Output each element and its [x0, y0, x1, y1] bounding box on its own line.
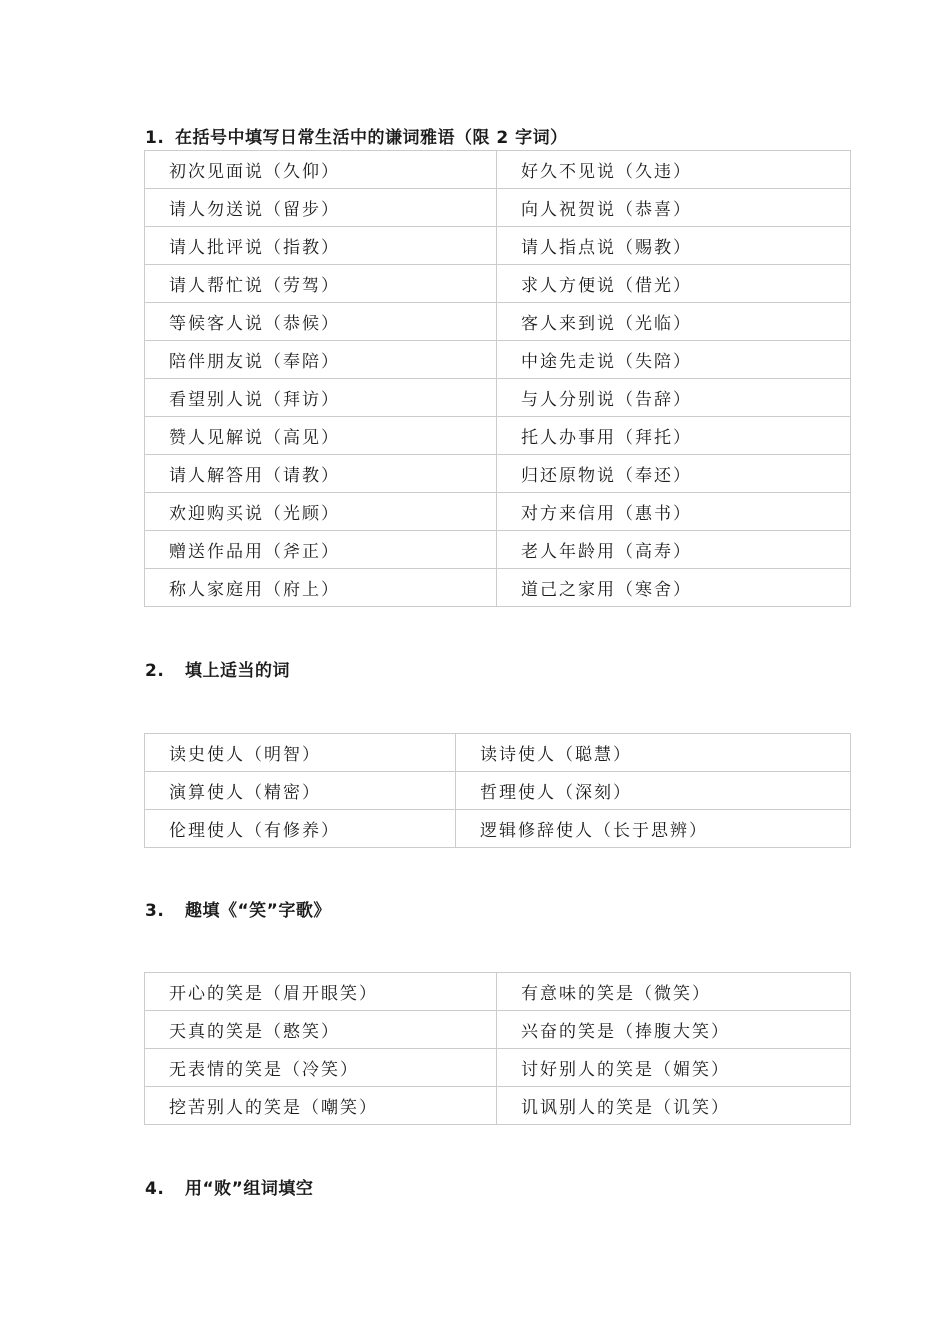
section-number: 3.	[145, 901, 165, 921]
table-row	[145, 189, 851, 227]
section-4-heading	[145, 1178, 313, 1200]
section-3-heading	[145, 900, 331, 922]
table-cell: 请人勿送说（留步）	[145, 189, 497, 227]
table-cell: 对方来信用（惠书）	[497, 493, 851, 531]
table-row	[145, 227, 851, 265]
section-title: 趣填《“笑”字歌》	[185, 901, 331, 921]
table-cell: 陪伴朋友说（奉陪）	[145, 341, 497, 379]
table-cell: 看望别人说（拜访）	[145, 379, 497, 417]
table-cell: 哲理使人（深刻）	[456, 772, 851, 810]
section-2-heading	[145, 660, 290, 682]
table-cell: 初次见面说（久仰）	[145, 151, 497, 189]
table-cell: 赞人见解说（高见）	[145, 417, 497, 455]
table-cell: 欢迎购买说（光顾）	[145, 493, 497, 531]
table-cell: 托人办事用（拜托）	[497, 417, 851, 455]
table-row	[145, 1087, 851, 1125]
section-number: 2.	[145, 661, 165, 681]
table-cell: 请人解答用（请教）	[145, 455, 497, 493]
section-title: 用“败”组词填空	[185, 1179, 314, 1199]
table-row	[145, 810, 851, 848]
table-cell: 有意味的笑是（微笑）	[497, 973, 851, 1011]
table-row	[145, 341, 851, 379]
table-cell: 讨好别人的笑是（媚笑）	[497, 1049, 851, 1087]
table-cell: 等候客人说（恭候）	[145, 303, 497, 341]
table-cell: 兴奋的笑是（捧腹大笑）	[497, 1011, 851, 1049]
table-cell: 求人方便说（借光）	[497, 265, 851, 303]
table-cell: 讥讽别人的笑是（讥笑）	[497, 1087, 851, 1125]
table-cell: 与人分别说（告辞）	[497, 379, 851, 417]
table-row	[145, 973, 851, 1011]
table-cell: 中途先走说（失陪）	[497, 341, 851, 379]
table-cell: 道己之家用（寒舍）	[497, 569, 851, 607]
table-cell: 老人年龄用（高寿）	[497, 531, 851, 569]
table-cell: 演算使人（精密）	[145, 772, 456, 810]
section-title: 在括号中填写日常生活中的谦词雅语（限 2 字词）	[175, 128, 568, 148]
table-cell: 读史使人（明智）	[145, 734, 456, 772]
table-cell: 读诗使人（聪慧）	[456, 734, 851, 772]
section-3-table	[144, 972, 851, 1125]
table-row	[145, 265, 851, 303]
section-title: 填上适当的词	[185, 661, 290, 681]
table-row	[145, 531, 851, 569]
table-cell: 赠送作品用（斧正）	[145, 531, 497, 569]
table-row	[145, 455, 851, 493]
table-cell: 挖苦别人的笑是（嘲笑）	[145, 1087, 497, 1125]
table-cell: 无表情的笑是（冷笑）	[145, 1049, 497, 1087]
table-cell: 好久不见说（久违）	[497, 151, 851, 189]
table-cell: 归还原物说（奉还）	[497, 455, 851, 493]
table-cell: 伦理使人（有修养）	[145, 810, 456, 848]
table-cell: 请人指点说（赐教）	[497, 227, 851, 265]
section-1-heading	[145, 127, 568, 149]
table-row	[145, 379, 851, 417]
table-row	[145, 417, 851, 455]
table-cell: 逻辑修辞使人（长于思辨）	[456, 810, 851, 848]
table-cell: 请人批评说（指教）	[145, 227, 497, 265]
table-row	[145, 303, 851, 341]
table-row	[145, 569, 851, 607]
section-1-table	[144, 150, 851, 607]
table-cell: 开心的笑是（眉开眼笑）	[145, 973, 497, 1011]
table-row	[145, 1049, 851, 1087]
table-row	[145, 493, 851, 531]
table-cell: 天真的笑是（憨笑）	[145, 1011, 497, 1049]
section-2-table	[144, 733, 851, 848]
table-row	[145, 1011, 851, 1049]
table-cell: 向人祝贺说（恭喜）	[497, 189, 851, 227]
table-row	[145, 151, 851, 189]
section-number: 4.	[145, 1179, 165, 1199]
table-cell: 称人家庭用（府上）	[145, 569, 497, 607]
table-cell: 请人帮忙说（劳驾）	[145, 265, 497, 303]
table-row	[145, 772, 851, 810]
table-cell: 客人来到说（光临）	[497, 303, 851, 341]
section-number: 1.	[145, 128, 165, 148]
table-row	[145, 734, 851, 772]
